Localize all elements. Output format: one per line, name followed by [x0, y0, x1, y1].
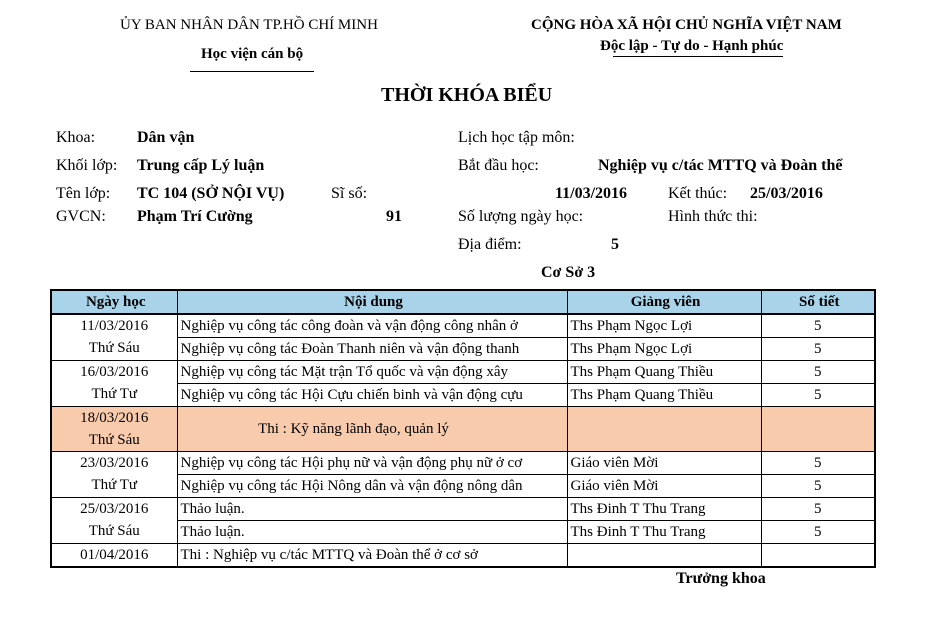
- date-cell: 01/04/2016: [51, 544, 177, 568]
- teacher-cell: Ths Phạm Ngọc Lợi: [567, 314, 761, 338]
- table-header-row: [51, 290, 875, 314]
- content-cell: Nghiệp vụ công tác Hội Nông dân và vận động nông dân: [177, 475, 567, 498]
- motto-underline: [613, 56, 783, 57]
- khoi-lop-label: Khối lớp:: [56, 157, 118, 174]
- teacher-cell: [567, 407, 761, 452]
- periods-cell: 5: [761, 384, 875, 407]
- content-cell: Nghiệp vụ công tác Đoàn Thanh niên và vận động thanh: [177, 338, 567, 361]
- periods-cell: 5: [761, 452, 875, 475]
- teacher-cell: Ths Phạm Quang Thiều: [567, 361, 761, 384]
- ten-lop-value: TC 104 (SỞ NỘI VỤ): [137, 185, 285, 202]
- page-title: THỜI KHÓA BIỂU: [381, 84, 553, 106]
- content-cell: Thi : Nghiệp vụ c/tác MTTQ và Đoàn thể ở cơ sở: [177, 544, 567, 568]
- periods-cell: 5: [761, 338, 875, 361]
- content-cell: Nghiệp vụ công tác công đoàn và vận động công nhân ở: [177, 314, 567, 338]
- weekday-cell: Thứ Sáu: [51, 338, 177, 361]
- table-row: [51, 361, 875, 384]
- periods-cell: [761, 407, 875, 452]
- header-periods: Số tiết: [761, 290, 875, 314]
- so-ngay-hoc-label: Số lượng ngày học:: [458, 208, 584, 225]
- weekday-cell: Thứ Tư: [51, 384, 177, 407]
- table-row: [51, 544, 875, 568]
- khoa-label: Khoa:: [56, 129, 96, 146]
- left-unit-name: Học viện cán bộ: [201, 46, 304, 62]
- weekday-cell: Thứ Tư: [51, 475, 177, 498]
- national-motto: Độc lập - Tự do - Hạnh phúc: [600, 38, 784, 54]
- periods-cell: 5: [761, 475, 875, 498]
- exam-date: 18/03/2016: [80, 410, 149, 426]
- bat-dau-label: Bắt đầu học:: [458, 157, 539, 174]
- content-cell: Thảo luận.: [177, 498, 567, 521]
- date-cell: 23/03/2016: [51, 452, 177, 475]
- date-cell: 25/03/2016: [51, 498, 177, 521]
- periods-cell: 5: [761, 314, 875, 338]
- khoa-value: Dân vận: [137, 129, 195, 146]
- teacher-cell: Ths Đinh T Thu Trang: [567, 498, 761, 521]
- lich-hoc-label: Lịch học tập môn:: [458, 129, 575, 146]
- content-cell: Nghiệp vụ công tác Hội Cựu chiến binh và vận động cựu: [177, 384, 567, 407]
- so-ngay-hoc-value: 5: [611, 236, 619, 253]
- header-teacher: Giảng viên: [567, 290, 761, 314]
- si-so-label: Sĩ số:: [331, 185, 368, 202]
- content-cell: Nghiệp vụ công tác Hội phụ nữ và vận động phụ nữ ở cơ: [177, 452, 567, 475]
- left-org-name: ỦY BAN NHÂN DÂN TP.HỒ CHÍ MINH: [120, 17, 378, 33]
- date-cell: 11/03/2016: [51, 314, 177, 338]
- content-cell: Thảo luận.: [177, 521, 567, 544]
- left-unit-underline: [190, 71, 314, 72]
- signature-title: Trưởng khoa: [676, 570, 766, 587]
- start-date: 11/03/2016: [555, 185, 628, 202]
- table-row: [51, 498, 875, 521]
- teacher-cell: Giáo viên Mời: [567, 452, 761, 475]
- subject-value: Nghiệp vụ c/tác MTTQ và Đoàn thể: [598, 157, 843, 174]
- teacher-cell: Ths Phạm Quang Thiều: [567, 384, 761, 407]
- exam-weekday: Thứ Sáu: [88, 432, 140, 448]
- table-row: [51, 521, 875, 544]
- exam-content-cell: Thi : Kỹ năng lãnh đạo, quản lý: [177, 407, 567, 452]
- dia-diem-value: Cơ Sở 3: [541, 264, 596, 281]
- header-content: Nội dung: [177, 290, 567, 314]
- end-date: 25/03/2016: [750, 185, 823, 202]
- date-cell: 16/03/2016: [51, 361, 177, 384]
- hinh-thuc-thi-label: Hình thức thi:: [668, 208, 758, 225]
- exam-row: [51, 407, 875, 452]
- teacher-cell: [567, 544, 761, 568]
- table-row: [51, 475, 875, 498]
- periods-cell: 5: [761, 361, 875, 384]
- gvcn-label: GVCN:: [56, 208, 106, 225]
- table-row: [51, 384, 875, 407]
- dia-diem-label: Địa điểm:: [458, 236, 522, 253]
- exam-date-cell: [51, 407, 177, 452]
- periods-cell: [761, 544, 875, 568]
- khoi-lop-value: Trung cấp Lý luận: [137, 157, 265, 174]
- si-so-value: 91: [386, 208, 402, 225]
- gvcn-value: Phạm Trí Cường: [137, 208, 253, 225]
- periods-cell: 5: [761, 521, 875, 544]
- table-row: [51, 338, 875, 361]
- teacher-cell: Giáo viên Mời: [567, 475, 761, 498]
- periods-cell: 5: [761, 498, 875, 521]
- header-date: Ngày học: [51, 290, 177, 314]
- ket-thuc-label: Kết thúc:: [668, 185, 728, 202]
- teacher-cell: Ths Đinh T Thu Trang: [567, 521, 761, 544]
- national-title: CỘNG HÒA XÃ HỘI CHỦ NGHĨA VIỆT NAM: [531, 17, 842, 33]
- teacher-cell: Ths Phạm Ngọc Lợi: [567, 338, 761, 361]
- content-cell: Nghiệp vụ công tác Mặt trận Tổ quốc và vận động xây: [177, 361, 567, 384]
- table-row: [51, 452, 875, 475]
- timetable: [50, 289, 876, 568]
- table-row: [51, 314, 875, 338]
- ten-lop-label: Tên lớp:: [56, 185, 111, 202]
- weekday-cell: Thứ Sáu: [51, 521, 177, 544]
